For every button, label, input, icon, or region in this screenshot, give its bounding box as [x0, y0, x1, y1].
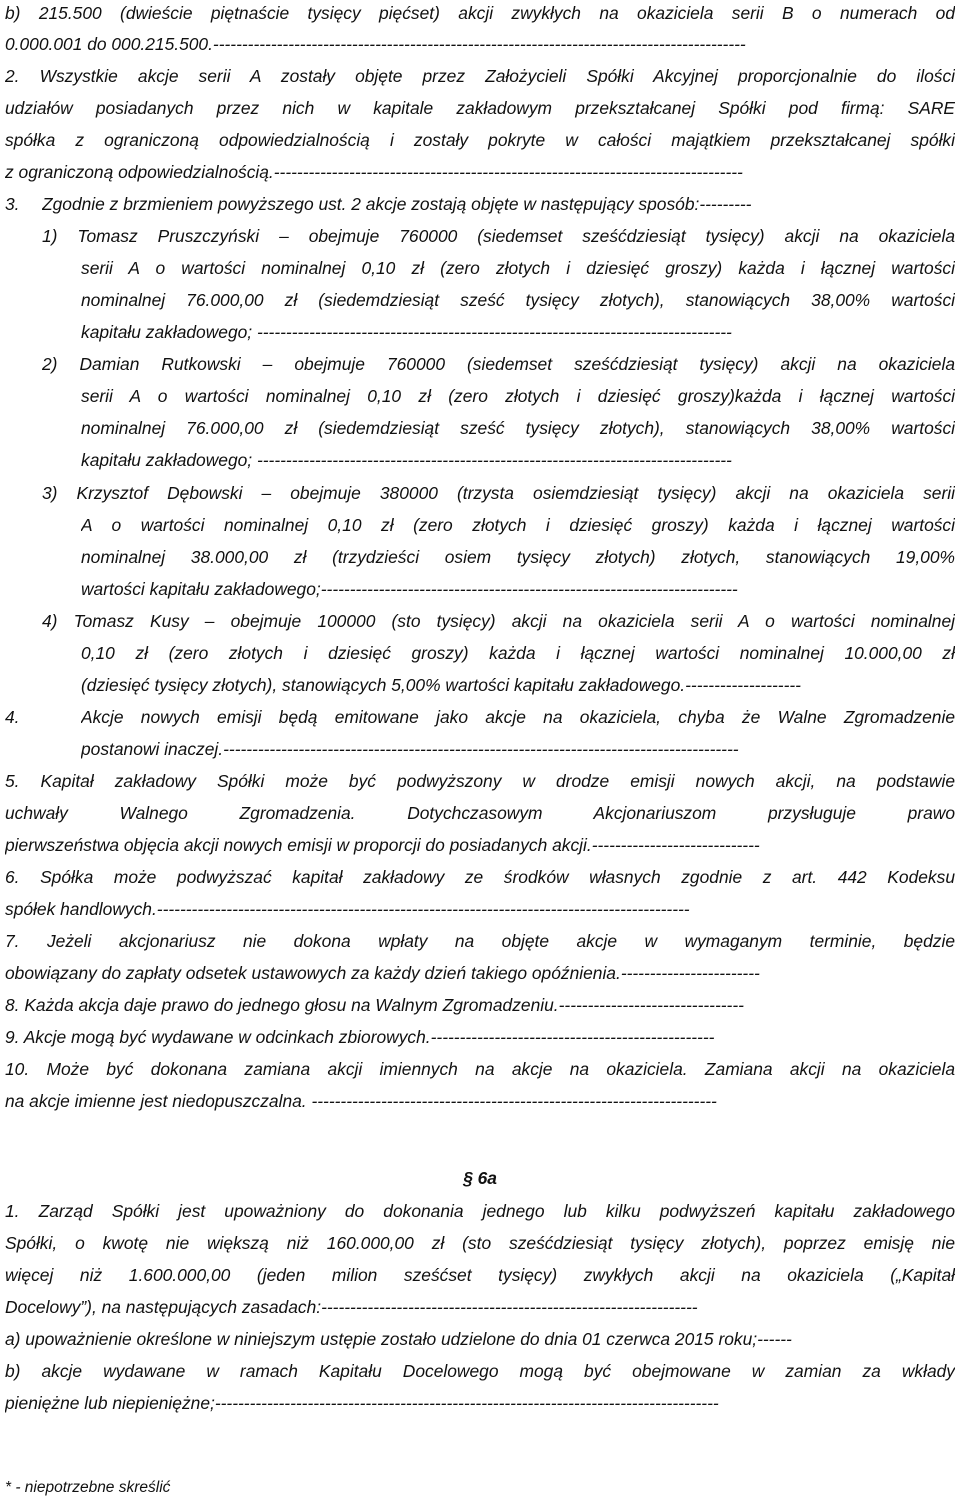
- text-line: pieniężne lub niepieniężne;---------------------------------------------------------------------------------------: [5, 1393, 719, 1413]
- text-line: 4) Tomasz Kusy – obejmuje 100000 (sto tysięcy) akcji na okaziciela serii A o wartości nominalnej: [42, 611, 955, 631]
- text-line: spółek handlowych.--------------------------------------------------------------------------------------------: [5, 899, 690, 919]
- text-line: pierwszeństwa objęcia akcji nowych emisji w proporcji do posiadanych akcji.-----------------------------: [5, 835, 760, 855]
- text-line: postanowi inaczej.-----------------------------------------------------------------------------------------: [81, 739, 739, 759]
- text-line: b) 215.500 (dwieście piętnaście tysięcy pięćset) akcji zwykłych na okaziciela serii B o numerach od: [5, 3, 955, 23]
- item-number: 4.: [5, 707, 20, 727]
- text-line: 1. Zarząd Spółki jest upoważniony do dokonania jednego lub kilku podwyższeń kapitału zakładowego: [5, 1201, 955, 1221]
- text-line: 8. Każda akcja daje prawo do jednego głosu na Walnym Zgromadzeniu.--------------------------------: [5, 995, 744, 1015]
- text-line: wartości kapitału zakładowego;------------------------------------------------------------------------: [81, 579, 738, 599]
- text-line: 5. Kapitał zakładowy Spółki może być podwyższony w drodze emisji nowych akcji, na podstawie: [5, 771, 955, 791]
- text-line: nominalnej 76.000,00 zł (siedemdziesiąt sześć tysięcy złotych), stanowiących 38,00% wartości: [81, 418, 955, 438]
- text-line: 0.000.001 do 000.215.500.--------------------------------------------------------------------------------------------: [5, 34, 746, 54]
- text-line: 9. Akcje mogą być wydawane w odcinkach zbiorowych.-------------------------------------------------: [5, 1027, 715, 1047]
- text-line: Zgodnie z brzmieniem powyższego ust. 2 akcje zostają objęte w następujący sposób:---------: [42, 194, 752, 214]
- section-heading: § 6a: [463, 1168, 497, 1188]
- text-line: 1) Tomasz Pruszczyński – obejmuje 760000 (siedemset sześćdziesiąt tysięcy) akcji na okaziciela: [42, 226, 955, 246]
- text-line: na akcje imienne jest niedopuszczalna. ----------------------------------------------------------------------: [5, 1091, 717, 1111]
- text-line: 6. Spółka może podwyższać kapitał zakładowy ze środków własnych zgodnie z art. 442 Kodeksu: [5, 867, 955, 887]
- text-line: spółka z ograniczoną odpowiedzialnością i zostały pokryte w całości majątkiem przekształcanej spółki: [5, 130, 955, 150]
- footnote: * - niepotrzebne skreślić: [5, 1479, 171, 1496]
- text-line: serii A o wartości nominalnej 0,10 zł (zero złotych i dziesięć groszy)każda i łącznej wartości: [81, 386, 955, 406]
- text-line: uchwały Walnego Zgromadzenia. Dotychczasowym Akcjonariuszom przysługuje prawo: [5, 803, 955, 823]
- text-line: serii A o wartości nominalnej 0,10 zł (zero złotych i dziesięć groszy) każda i łącznej wartości: [81, 258, 955, 278]
- item-number: 3.: [5, 194, 20, 214]
- text-line: więcej niż 1.600.000,00 (jeden milion sześćset tysięcy) zwykłych akcji na okaziciela („Kapitał: [5, 1265, 955, 1285]
- text-line: kapitału zakładowego; ----------------------------------------------------------------------------------: [81, 450, 732, 470]
- text-line: nominalnej 76.000,00 zł (siedemdziesiąt sześć tysięcy złotych), stanowiących 38,00% wartości: [81, 290, 955, 310]
- text-line: z ograniczoną odpowiedzialnością.---------------------------------------------------------------------------------: [5, 162, 743, 182]
- text-line: 7. Jeżeli akcjonariusz nie dokona wpłaty na objęte akcje w wymaganym terminie, będzie: [5, 931, 955, 951]
- text-line: 2) Damian Rutkowski – obejmuje 760000 (siedemset sześćdziesiąt tysięcy) akcji na okaziciela: [42, 354, 955, 374]
- text-line: 10. Może być dokonana zamiana akcji imiennych na akcje na okaziciela. Zamiana akcji na okaziciela: [5, 1059, 955, 1079]
- text-line: b) akcje wydawane w ramach Kapitału Docelowego mogą być obejmowane w zamian za wkłady: [5, 1361, 955, 1381]
- text-line: udziałów posiadanych przez nich w kapitale zakładowym przekształcanej Spółki pod firmą: SARE: [5, 98, 955, 118]
- text-line: 2. Wszystkie akcje serii A zostały objęte przez Założycieli Spółki Akcyjnej proporcjonalnie do ilości: [5, 66, 955, 86]
- text-line: obowiązany do zapłaty odsetek ustawowych za każdy dzień takiego opóźnienia.------------------------: [5, 963, 760, 983]
- text-line: A o wartości nominalnej 0,10 zł (zero złotych i dziesięć groszy) każda i łącznej wartości: [81, 515, 955, 535]
- text-line: Spółki, o kwotę nie większą niż 160.000,00 zł (sto sześćdziesiąt tysięcy złotych), poprzez emisję nie: [5, 1233, 955, 1253]
- text-line: Akcje nowych emisji będą emitowane jako akcje na okaziciela, chyba że Walne Zgromadzenie: [81, 707, 955, 727]
- text-line: Docelowy”), na następujących zasadach:-----------------------------------------------------------------: [5, 1297, 698, 1317]
- text-line: 3) Krzysztof Dębowski – obejmuje 380000 (trzysta osiemdziesiąt tysięcy) akcji na okaziciela serii: [42, 483, 955, 503]
- text-line: nominalnej 38.000,00 zł (trzydzieści osiem tysięcy złotych) złotych, stanowiących 19,00%: [81, 547, 955, 567]
- text-line: kapitału zakładowego; ----------------------------------------------------------------------------------: [81, 322, 732, 342]
- text-line: (dziesięć tysięcy złotych), stanowiących 5,00% wartości kapitału zakładowego.--------------------: [81, 675, 801, 695]
- text-line: 0,10 zł (zero złotych i dziesięć groszy) każda i łącznej wartości nominalnej 10.000,00 zł: [81, 643, 955, 663]
- text-line: a) upoważnienie określone w niniejszym ustępie zostało udzielone do dnia 01 czerwca 2015 roku;------: [5, 1329, 792, 1349]
